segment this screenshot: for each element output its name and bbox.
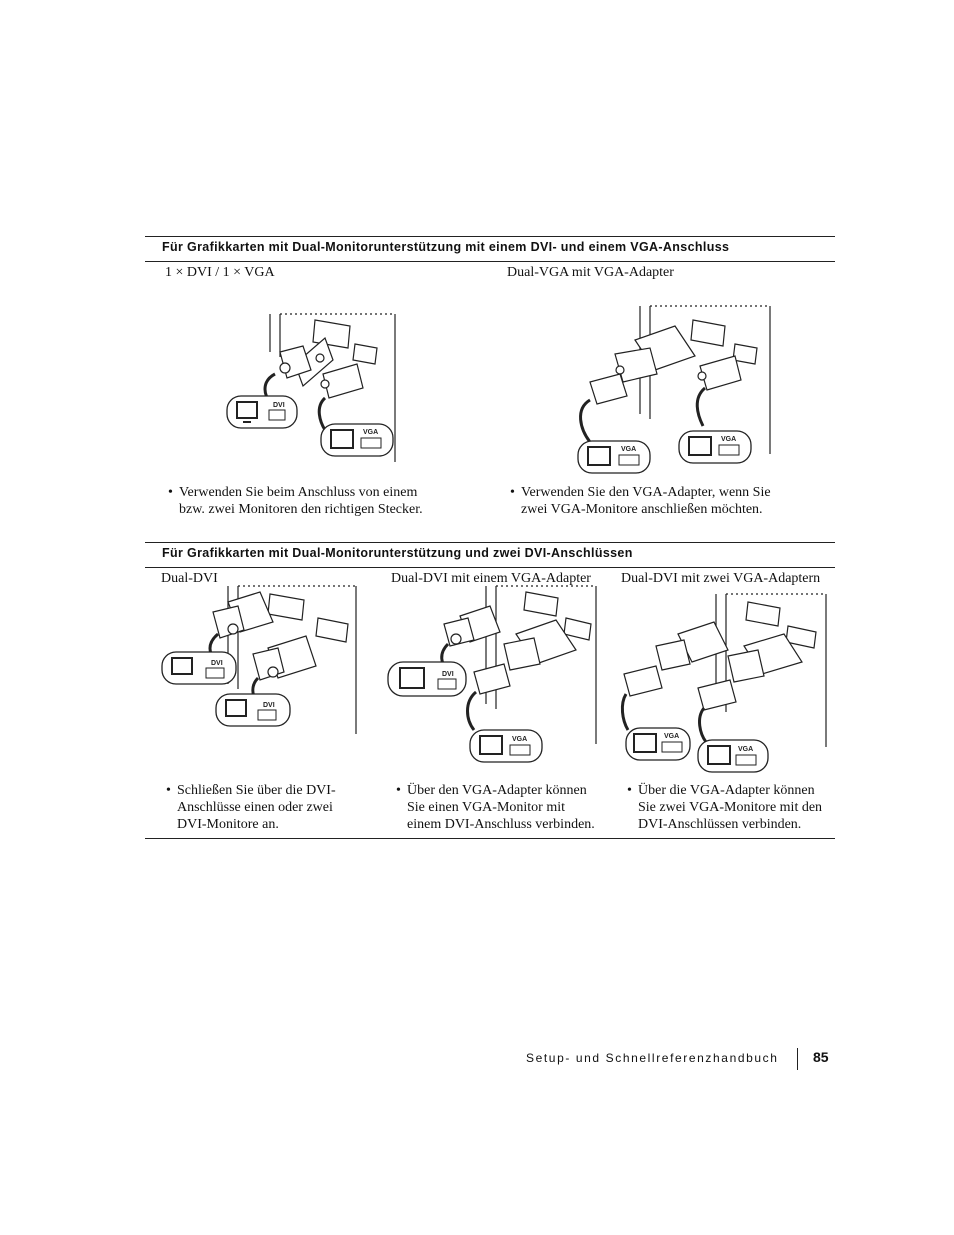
dvi-label: DVI — [442, 671, 454, 678]
table-bottom-rule — [145, 838, 835, 839]
vga-label: VGA — [363, 429, 379, 436]
dual-vga-adapter-illustration — [575, 304, 775, 476]
dvi-label: DVI — [211, 660, 223, 667]
section1-top-rule — [145, 236, 835, 237]
vga-label: VGA — [738, 746, 754, 753]
section1-col2-title: Dual-VGA mit VGA-Adapter — [507, 265, 674, 280]
section2-heading: Für Grafikkarten mit Dual-Monitorunterstützung und zwei DVI-Anschlüssen — [162, 546, 633, 560]
dvi-vga-connection-illustration — [225, 312, 400, 462]
dvi-label: DVI — [263, 702, 275, 709]
vga-label: VGA — [512, 736, 528, 743]
section2-col2-title: Dual-DVI mit einem VGA-Adapter — [391, 571, 591, 586]
section2-heading-rule — [145, 567, 835, 568]
section1-heading: Für Grafikkarten mit Dual-Monitorunterstützung mit einem DVI- und einem VGA-Anschluss — [162, 240, 730, 254]
dual-dvi-two-vga-adapters-illustration — [618, 592, 830, 776]
section2-col3-title: Dual-DVI mit zwei VGA-Adaptern — [621, 571, 821, 586]
section1-heading-rule — [145, 261, 835, 262]
dvi-label: DVI — [273, 402, 285, 409]
dual-dvi-illustration — [158, 584, 358, 734]
dual-dvi-one-vga-adapter-illustration — [386, 584, 598, 766]
section2-top-rule — [145, 542, 835, 543]
vga-label: VGA — [664, 733, 680, 740]
vga-label: VGA — [721, 436, 737, 443]
page-number: 85 — [813, 1049, 829, 1065]
section1-col1-title: 1 × DVI / 1 × VGA — [165, 265, 275, 280]
vga-label: VGA — [621, 446, 637, 453]
section2-col1-title: Dual-DVI — [161, 571, 218, 586]
footer-title: Setup- und Schnellreferenzhandbuch — [526, 1051, 779, 1065]
footer-divider — [797, 1048, 798, 1070]
